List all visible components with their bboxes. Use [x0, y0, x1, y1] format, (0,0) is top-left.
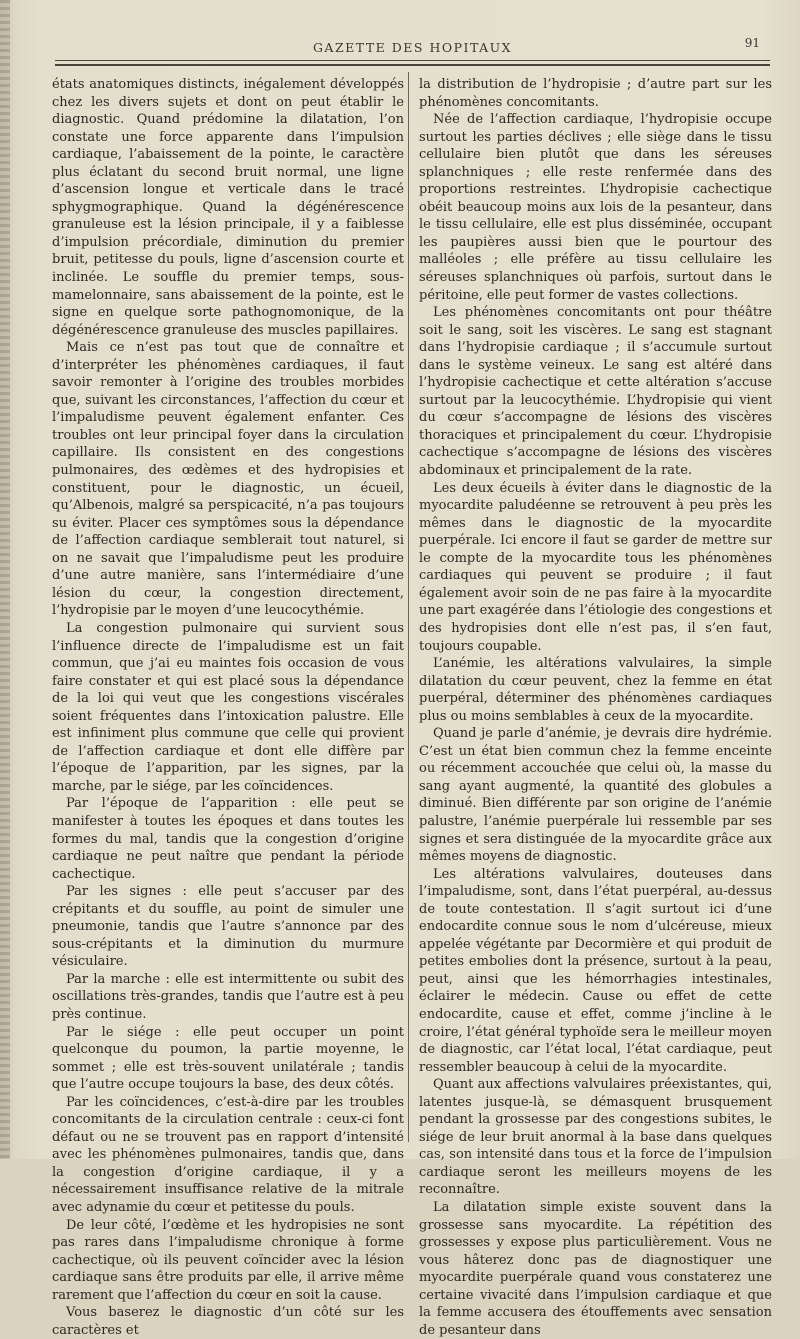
paragraph: Vous baserez le diagnostic d’un côté sur les caractères et	[52, 1305, 404, 1338]
paragraph: Les phénomènes concomitants ont pour théâtre soit le sang, soit les viscères. Le sang est stagnant dans l’hydropisie cardiaque ; il s’accumule surtout dans le système veineux. Le sang est altéré dans l’hydropisie cachectique et cette altération s’accuse surtout par la leucocythémie. L’hydropisie qui vient du cœur s’accompagne de lésions des viscères thoraciques et principalement du cœur. L’hydropisie cachectique s’accompagne de lésions des viscères abdominaux et principalement de la rate.	[419, 305, 772, 479]
paragraph: La congestion pulmonaire qui survient sous l’influence directe de l’impaludisme est un fait commun, que j’ai eu maintes fois occasion de vous faire constater et qui est placé sous la dépendance de la loi qui veut que les congestions viscérales soient fréquentes dans l’intoxication palustre. Elle est infiniment plus commune que celle qui provient de l’affection cardiaque et dont elle diffère par l’époque de l’apparition, par les signes, par la marche, par le siége, par les coïncidences.	[52, 620, 404, 794]
paragraph: De leur côté, l’œdème et les hydropisies ne sont pas rares dans l’impaludisme chronique à forme cachectique, où ils peuvent coïncider avec la lésion cardiaque sans être produits par elle, il arrive même rarement que l’affection du cœur en soit la cause.	[52, 1217, 404, 1303]
paragraph: Par la marche : elle est intermittente ou subit des oscillations très-grandes, tandis que l’autre est à peu près continue.	[52, 971, 404, 1022]
page-header	[55, 36, 770, 60]
paragraph: Les altérations valvulaires, douteuses dans l’impaludisme, sont, dans l’état puerpéral, au-dessus de toute contestation. Il s’agit surtout ici d’une endocardite connue sous le nom d’ulcéreuse, mieux appelée végétante par Decormière et qui produit de petites embolies dont la présence, surtout à la peau, peut, ainsi que les hémorrhagies intestinales, éclairer le médecin. Cause ou effet de cette endocardite, cause et effet, comme j’incline à le croire, l’état général typhoïde sera le meilleur moyen de diagnostic, car l’état local, l’état cardiaque, peut ressembler beaucoup à celui de la myocardite.	[419, 866, 772, 1075]
header-rule	[55, 60, 770, 61]
paragraph: Mais ce n’est pas tout que de connaître et d’interpréter les phénomènes cardiaques, il faut savoir remonter à l’origine des troubles morbides que, suivant les circonstances, l’affection du cœur et l’impaludisme peuvent également enfanter. Ces troubles ont leur principal foyer dans la circulation capillaire. Ils consistent en des congestions pulmonaires, des œdèmes et des hydropisies et constituent, pour le diagnostic, un écueil, qu’Albenois, malgré sa perspicacité, n’a pas toujours su éviter. Placer ces symptômes sous la dépendance de l’affection cardiaque semblerait tout naturel, si on ne savait que l’impaludisme peut les produire d’une autre manière, sans l’intermédiaire d’une lésion du cœur, la congestion directement, l’hydropisie par le moyen d’une leucocythémie.	[52, 340, 404, 619]
paragraph: la distribution de l’hydropisie ; d’autre part sur les phénomènes concomitants.	[419, 77, 772, 110]
paragraph: L’anémie, les altérations valvulaires, la simple dilatation du cœur peuvent, chez la femme en état puerpéral, déterminer des phénomènes cardiaques plus ou moins semblables à ceux de la myocardite.	[419, 656, 772, 724]
running-title: GAZETTE DES HOPITAUX	[312, 40, 513, 55]
paragraph: Par les coïncidences, c’est-à-dire par les troubles concomitants de la circulation centrale : ceux-ci font défaut ou ne se trouvent pas en rapport d’intensité avec les phénomènes pulmonaires, tandis que, dans la congestion d’origine cardiaque, il y a nécessairement insuffisance relative de la mitrale avec adynamie du cœur et petitesse du pouls.	[52, 1094, 404, 1215]
right-column	[419, 76, 772, 1338]
paragraph: Née de l’affection cardiaque, l’hydropisie occupe surtout les parties déclives ; elle siège dans le tissu cellulaire bien plutôt que dans les séreuses splanchniques ; elle reste renfermée dans des proportions restreintes. L’hydropisie cachectique obéit beaucoup moins aux lois de la pesanteur, dans le tissu cellulaire, elle est plus disséminée, occupant les paupières aussi bien que le pourtour des malléoles ; elle préfère au tissu cellulaire les séreuses splanchniques où parfois, surtout dans le péritoine, elle peut former de vastes collections.	[419, 112, 772, 303]
paragraph: La dilatation simple existe souvent dans la grossesse sans myocardite. La répétition des grossesses y expose plus particulièrement. Vous ne vous hâterez donc pas de diagnostiquer une myocardite puerpérale quand vous constaterez une certaine vivacité dans l’impulsion cardiaque et que la femme accusera des étouffements avec sensation de pesanteur dans	[419, 1200, 772, 1338]
paragraph: états anatomiques distincts, inégalement développés chez les divers sujets et dont on peut établir le diagnostic. Quand prédomine la dilatation, l’on constate une force apparente dans l’impulsion cardiaque, l’abaissement de la pointe, le caractère plus éclatant du second bruit normal, une ligne d’ascension longue et verticale dans le tracé sphygmographique. Quand la dégénérescence granuleuse est la lésion principale, il y a faiblesse d’impulsion précordiale, diminution du premier bruit, petitesse du pouls, ligne d’ascension courte et inclinée. Le souffle du premier temps, sous-mamelonnaire, sans abaissement de la pointe, est le signe en quelque sorte pathognomonique, de la dégénérescence granuleuse des muscles papillaires.	[52, 77, 404, 338]
paragraph: Les deux écueils à éviter dans le diagnostic de la myocardite paludéenne se retrouvent à peu près les mêmes dans le diagnostic de la myocardite puerpérale. Ici encore il faut se garder de mettre sur le compte de la myocardite tous les phénomènes cardiaques qui peuvent se produire ; il faut également avoir soin de ne pas faire à la myocardite une part exagérée dans l’étiologie des congestions et des hydropisies dont elle n’est pas, il s’en faut, toujours coupable.	[419, 480, 772, 654]
left-column	[52, 76, 404, 1338]
paragraph: Quand je parle d’anémie, je devrais dire hydrémie. C’est un état bien commun chez la femme enceinte ou récemment accouchée que celui où, la masse du sang ayant augmenté, la quantité des globules a diminué. Bien différente par son origine de l’anémie palustre, l’anémie puerpérale lui ressemble par ses signes et sera distinguée de la myocardite grâce aux mêmes moyens de diagnostic.	[419, 726, 772, 865]
paragraph: Par l’époque de l’apparition : elle peut se manifester à toutes les époques et dans toutes les formes du mal, tandis que la congestion d’origine cardiaque ne peut naître que pendant la période cachectique.	[52, 796, 404, 882]
column-divider	[408, 72, 409, 1142]
binding-edge	[0, 0, 10, 1159]
paragraph: Par le siége : elle peut occuper un point quelconque du poumon, la partie moyenne, le sommet ; elle est très-souvent unilatérale ; tandis que l’autre occupe toujours la base, des deux côtés.	[52, 1024, 404, 1093]
paragraph: Par les signes : elle peut s’accuser par des crépitants et du souffle, au point de simuler une pneumonie, tandis que l’autre s’annonce par des sous-crépitants et la diminution du murmure vésiculaire.	[52, 884, 404, 970]
header-rule-thick	[55, 64, 770, 66]
paragraph: Quant aux affections valvulaires préexistantes, qui, latentes jusque-là, se démasquent brusquement pendant la grossesse par des congestions subites, le siége de leur bruit anormal à la base dans quelques cas, son intensité dans tous et la force de l’impulsion cardiaque seront les meilleurs moyens de les reconnaître.	[419, 1077, 772, 1198]
page-number: 91	[744, 36, 760, 50]
